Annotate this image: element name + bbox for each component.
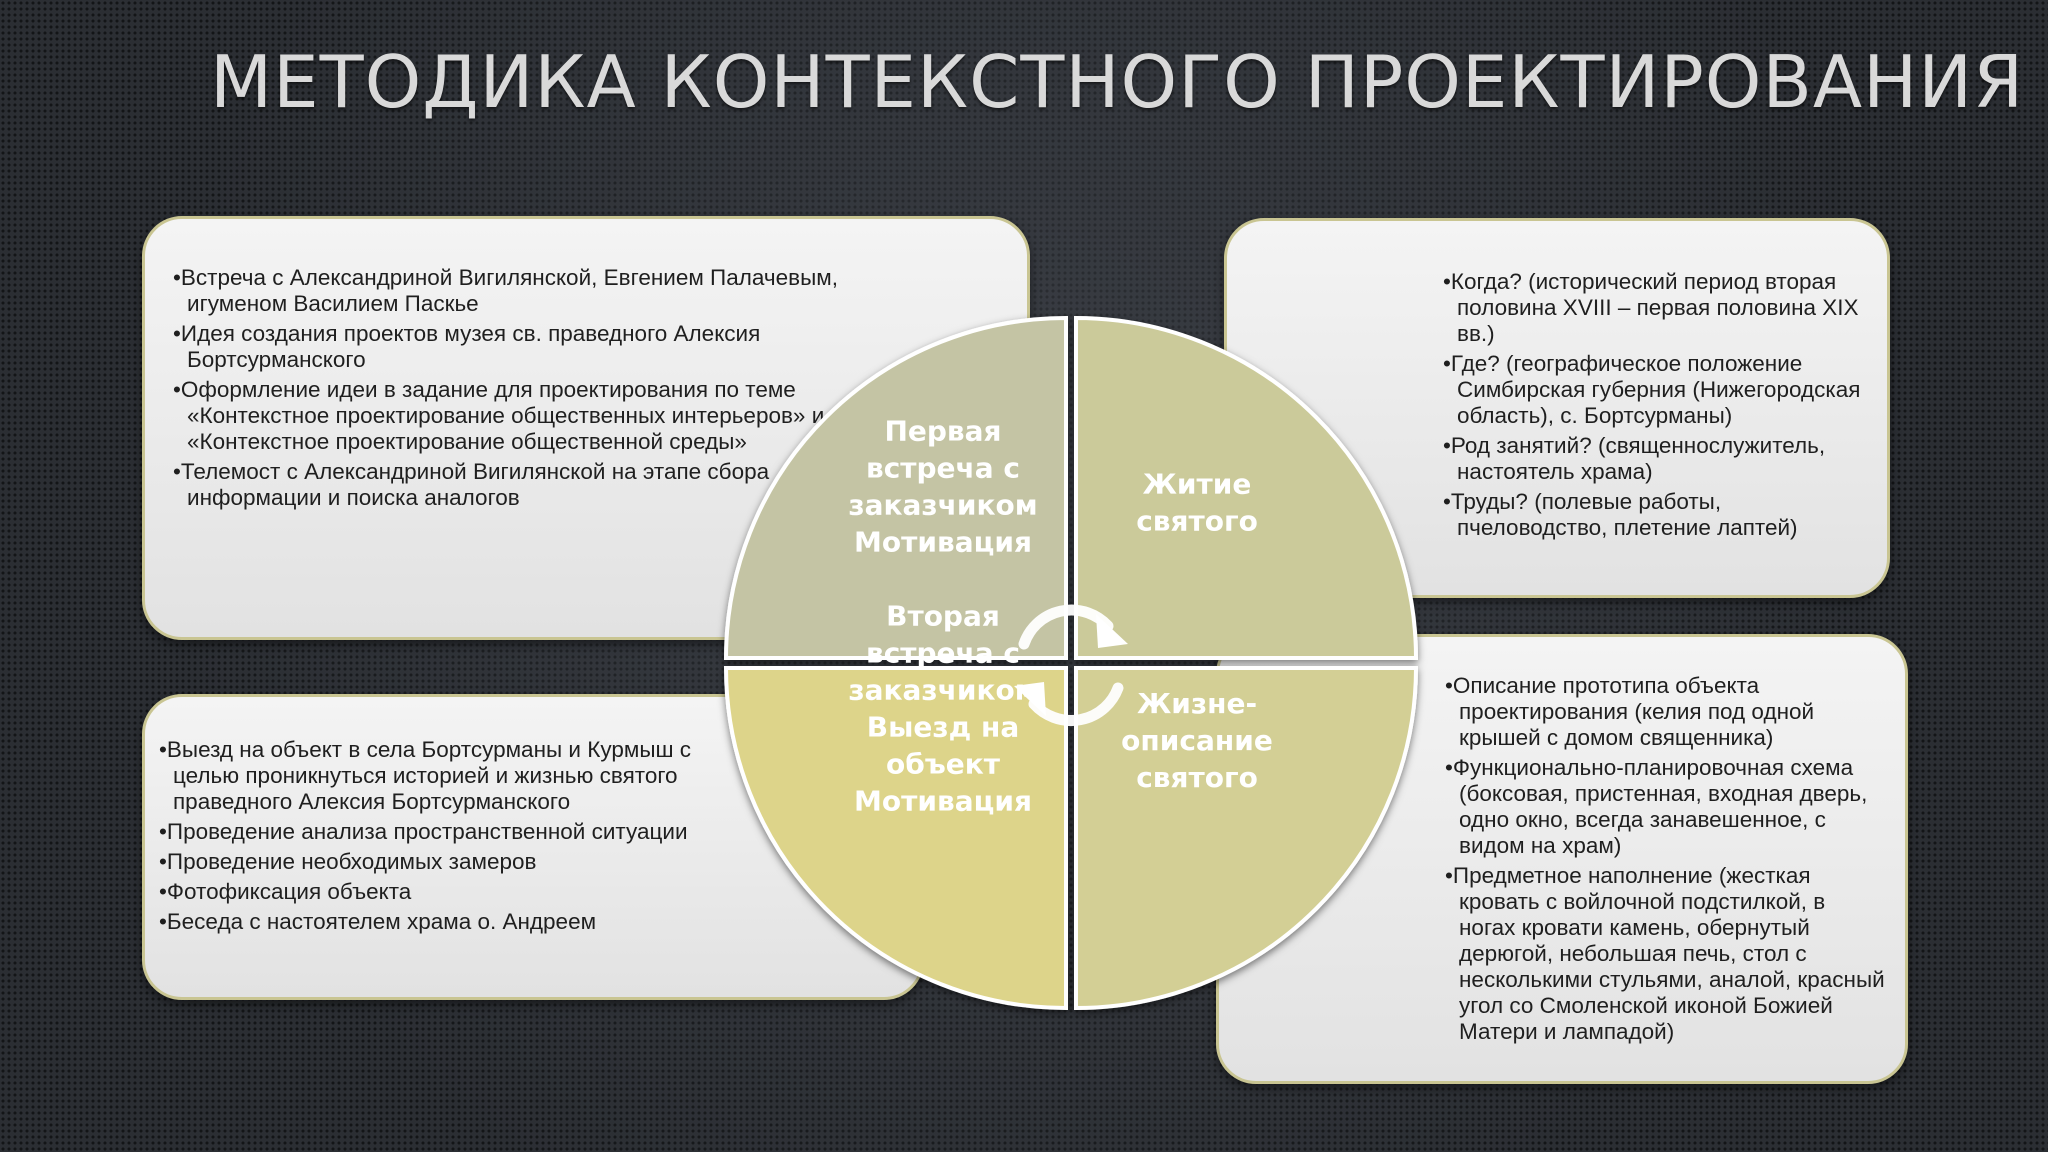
- quadrant-label-line: Житие: [1142, 467, 1252, 501]
- list-item: • Встреча с Александриной Вигилянской, Евгением Палачевым, игуменом Василием Паскье: [173, 265, 893, 317]
- quadrant-label-line: заказчиком: [848, 488, 1038, 522]
- list-item: • Оформление идеи в задание для проектирования по теме «Контекстное проектирование общественных интерьеров» и «Контекстное проектирование общественной среды»: [173, 377, 893, 455]
- quadrant-label-line: Выезд на: [866, 710, 1020, 744]
- quadrant-label-line: объект: [885, 747, 1001, 781]
- list-item: • Проведение анализа пространственной ситуации: [159, 819, 699, 845]
- list-item: • Выезд на объект в села Бортсурманы и Курмыш с целью проникнуться историей и жизнью святого праведного Алексия Бортсурманского: [159, 737, 699, 815]
- list-item: • Проведение необходимых замеров: [159, 849, 699, 875]
- list-item: • Фотофиксация объекта: [159, 879, 699, 905]
- quadrant-label-line: описание: [1121, 724, 1273, 757]
- quadrant-label-line: святого: [1136, 504, 1258, 538]
- quadrant-label-line: Мотивация: [854, 784, 1032, 818]
- list-item: • Род занятий? (священнослужитель, настоятель храма): [1443, 433, 1877, 485]
- list-item: • Предметное наполнение (жесткая кровать с войлочной подстилкой, в ногах кровати камень, обернутый дерюгой, небольшая печь, стол с несколькими стульями, аналой, красный угол со Смоленской иконой Божией Матери и лампадой): [1445, 863, 1885, 1045]
- list-item: • Беседа с настоятелем храма о. Андреем: [159, 909, 699, 935]
- slide-title: МЕТОДИКА КОНТЕКСТНОГО ПРОЕКТИРОВАНИЯ: [210, 40, 2025, 124]
- quadrant-label-line: встреча с: [865, 451, 1021, 485]
- quadrant-label-line: Первая: [884, 414, 1002, 448]
- quadrant-label-line: Вторая: [886, 599, 1000, 633]
- list-item: • Функционально-планировочная схема (боксовая, пристенная, входная дверь, одно окно, всегда занавешенное, с видом на храм): [1445, 755, 1885, 859]
- list-item: • Телемост с Александриной Вигилянской на этапе сбора информации и поиска аналогов: [173, 459, 893, 511]
- quadrant-label-line: заказчиком: [848, 673, 1038, 707]
- quadrant-label-line: святого: [1136, 761, 1258, 794]
- quadrant-label-line: Жизне-: [1136, 687, 1258, 720]
- list-item: • Идея создания проектов музея св. праведного Алексия Бортсурманского: [173, 321, 893, 373]
- list-item: • Где? (географическое положение Симбирская губерния (Нижегородская область), с. Бортсурманы): [1443, 351, 1877, 429]
- list-item: • Труды? (полевые работы, пчеловодство, плетение лаптей): [1443, 489, 1877, 541]
- quadrant-label-line: Мотивация: [854, 525, 1032, 559]
- list-item: • Описание прототипа объекта проектирования (келия под одной крышей с домом священника): [1445, 673, 1885, 751]
- quadrant-label-line: встреча с: [865, 636, 1021, 670]
- list-item: • Когда? (исторический период вторая половина XVIII – первая половина XIX вв.): [1443, 269, 1877, 347]
- quadrant-label-bottom-right: [1121, 687, 1273, 794]
